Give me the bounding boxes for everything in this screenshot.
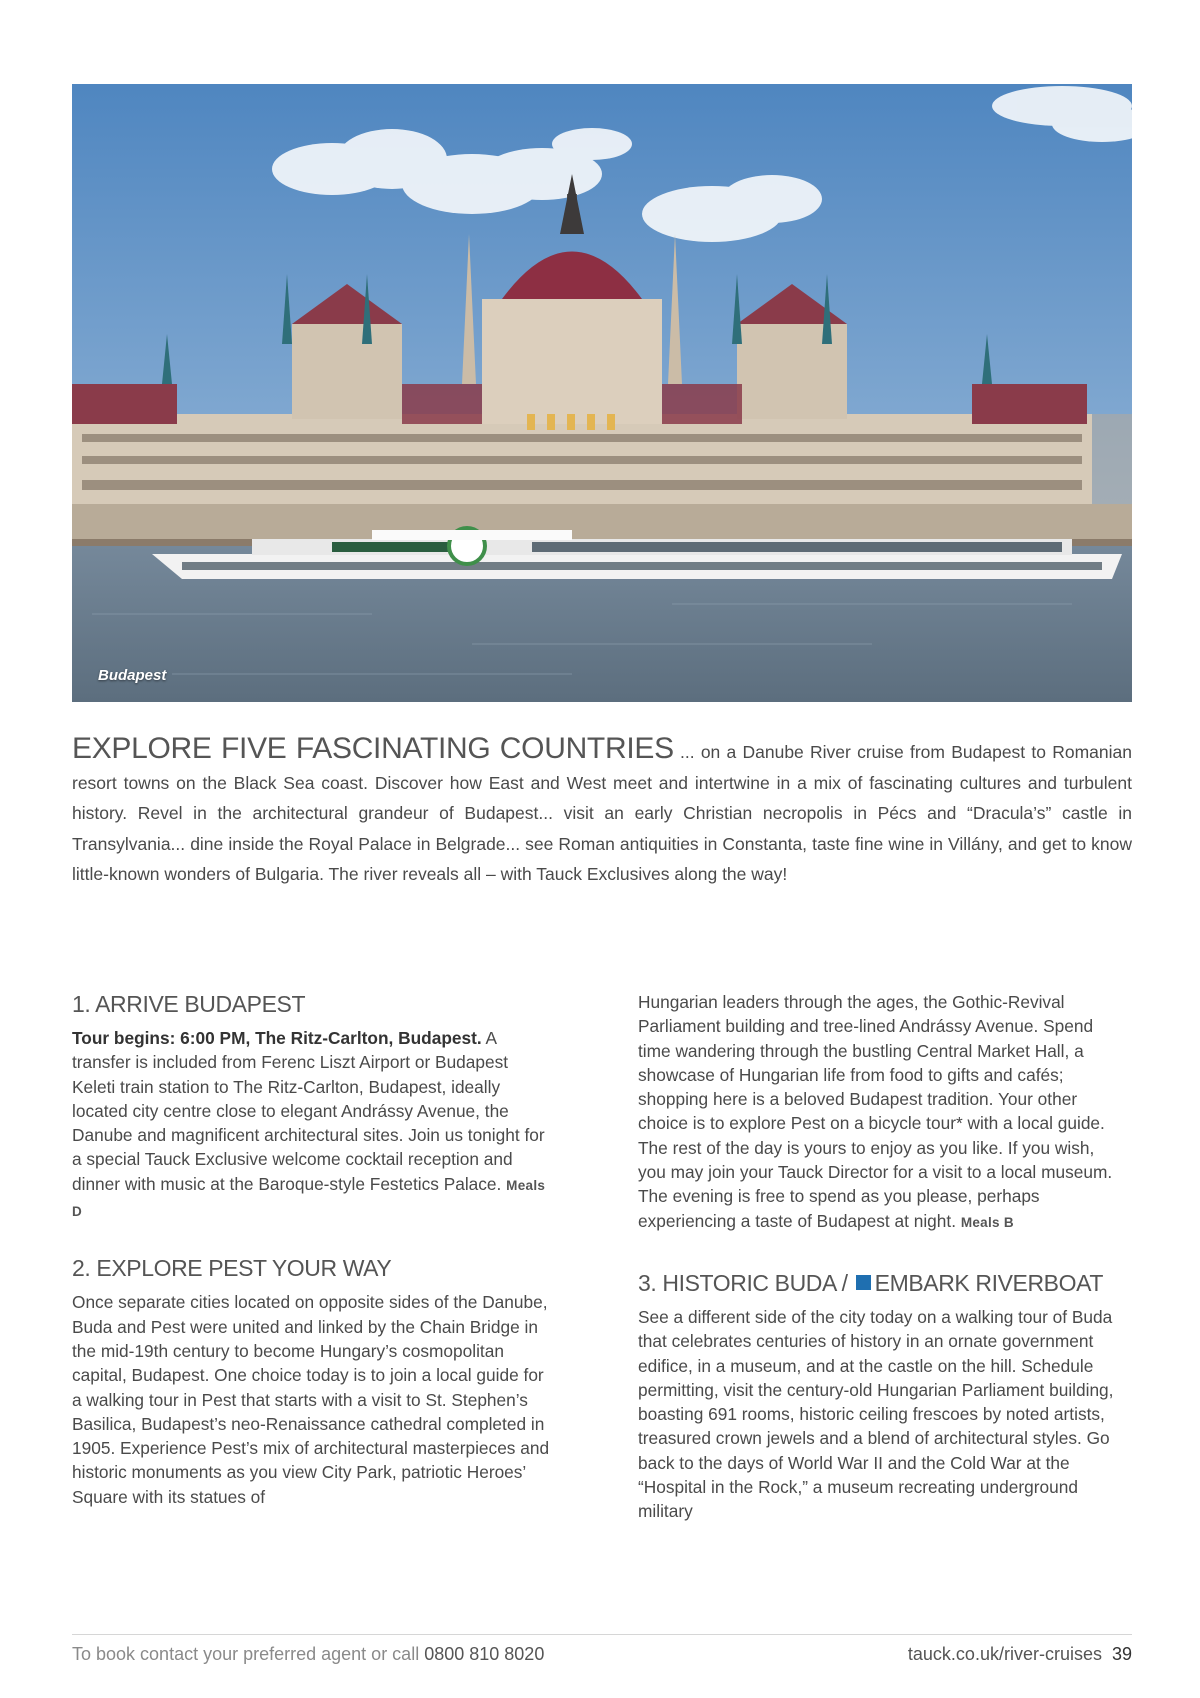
day1-lead: Tour begins: 6:00 PM, The Ritz-Carlton, Budapest. [72, 1028, 482, 1048]
hero-caption: Budapest [98, 667, 167, 684]
day3-title [638, 1269, 1116, 1297]
day2-section [72, 1254, 550, 1509]
left-column [72, 990, 550, 1509]
footer-booking-text: To book contact your preferred agent or call [72, 1644, 425, 1664]
footer-phone[interactable]: 0800 810 8020 [424, 1644, 545, 1664]
footer-divider [72, 1634, 1132, 1635]
day1-meals: Meals D [72, 1177, 546, 1220]
footer-url[interactable]: tauck.co.uk/river-cruises [907, 1644, 1102, 1664]
day3-title-b: EMBARK RIVERBOAT [874, 1269, 1103, 1296]
day3-section [638, 1269, 1116, 1524]
day2-body-left: Once separate cities located on opposite sides of the Danube, Buda and Pest were united and linked by the Chain Bridge in the mid-19th century to become Hungary’s cosmopolitan capital, Budapest. One choice today is to join a local guide for a walking tour in Pest that starts with a visit to St. Stephen’s Basilica, Budapest’s neo-Renaissance cathedral completed in 1905. Experience Pest’s mix of architectural masterpieces and historic monuments as you view City Park, patriotic Heroes’ Square with its statues of [72, 1292, 550, 1507]
intro-headline: EXPLORE FIVE FASCINATING COUNTRIES [72, 732, 674, 765]
day2-body-right: Hungarian leaders through the ages, the Gothic-Revival Parliament building and tree-lined Andrássy Avenue. Spend time wandering through the bustling Central Market Hall, a showcase of Hungarian life from food to gifts and cafés; shopping here is a beloved Budapest tradition. Your other choice is to explore Pest on a bicycle tour* with a local guide. The rest of the day is yours to enjoy as you like. If you wish, you may join your Tauck Director for a visit to a local museum. The evening is free to spend as you please, perhaps experiencing a taste of Budapest at night. [638, 992, 1113, 1231]
footer-right [908, 1644, 1132, 1665]
day2-text-continued [638, 990, 1116, 1235]
right-column [638, 990, 1116, 1524]
day3-body: See a different side of the city today on a walking tour of Buda that celebrates centuries of history in an ornate government edifice, in a museum, and at the castle on the hill. Schedule permitting, visit the century-old Hungarian Parliament building, boasting 691 rooms, historic ceiling frescoes by noted artists, treasured crown jewels and a blend of architectural styles. Go back to the days of World War II and the Cold War at the “Hospital in the Rock,” a museum recreating underground military [638, 1306, 1114, 1522]
intro-body: ... on a Danube River cruise from Budapest to Romanian resort towns on the Black Sea coast. Discover how East and West meet and intertwine in a mix of fascinating cultures and turbulent history. Revel in the architectural grandeur of Budapest... visit an early Christian necropolis in Pécs and “Dracula’s” castle in Transylvania... dine inside the Royal Palace in Belgrade... see Roman antiquities in Constanta, taste fine wine in Villány, and get to know little-known wonders of Bulgaria. The river reveals all – with Tauck Exclusives along the way! [72, 742, 1132, 884]
day2-meals: Meals B [960, 1214, 1014, 1230]
day1-text [72, 1026, 550, 1224]
day2-title: 2. EXPLORE PEST YOUR WAY [72, 1255, 392, 1282]
day1-body: A transfer is included from Ferenc Liszt Airport or Budapest Keleti train station to The Ritz-Carlton, Budapest, ideally located city centre close to elegant Andrássy Avenue, the Danube and magnificent architectural sites. Join us tonight for a special Tauck Exclusive welcome cocktail reception and dinner with music at the Baroque-style Festetics Palace. [72, 1028, 545, 1194]
page-number: 39 [1111, 1644, 1132, 1664]
hero-image [72, 84, 1132, 702]
footer-booking [72, 1644, 544, 1665]
parliament-illustration [72, 84, 1132, 702]
day3-title-a: 3. HISTORIC BUDA / [638, 1269, 854, 1296]
day1-title: 1. ARRIVE BUDAPEST [72, 991, 306, 1017]
ship-square-icon [856, 1275, 871, 1290]
intro-paragraph [72, 734, 1132, 890]
